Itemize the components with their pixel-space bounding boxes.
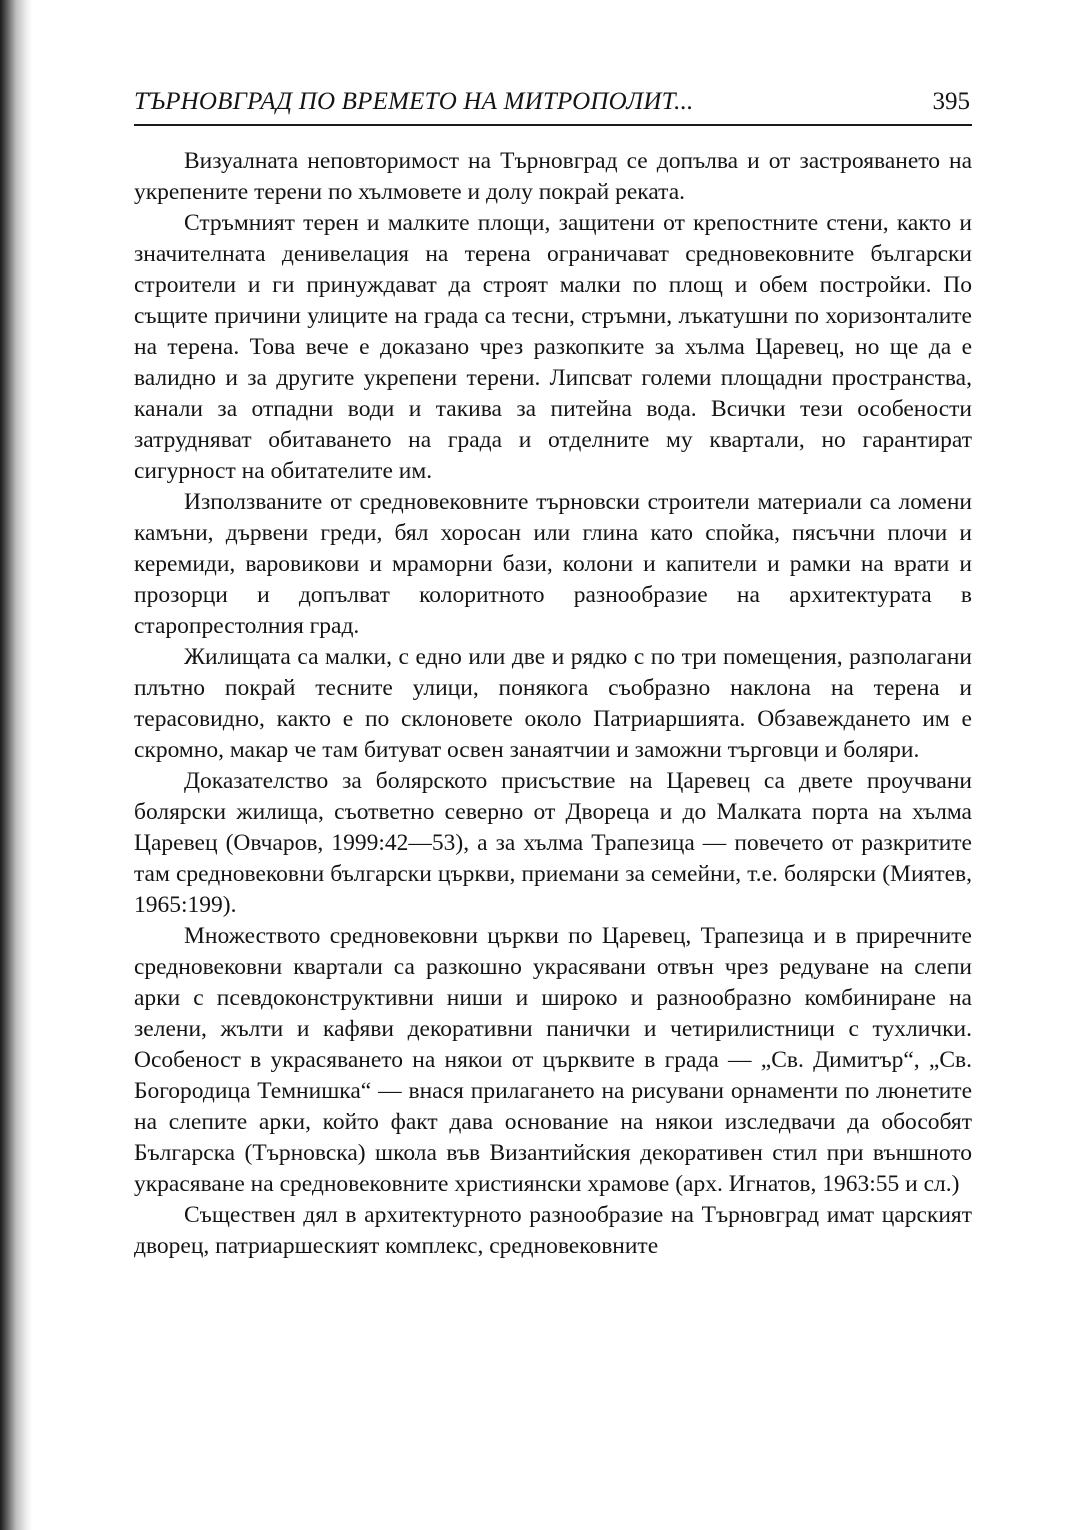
paragraph-2: Стръмният терен и малките площи, защитени от крепостните стени, както и значителната денивелация на терена ограничават средновековните български строители и ги принуждават да строят малки по площ и обем постройки. По същите причини улиците на града са тесни, стръмни, лъкатушни по хоризонталите на терена. Това вече е доказано чрез разкопките за хълма Царевец, но ще да е валидно и за другите укрепени терени. Липсват големи площадни пространства, канали за отпадни води и такива за питейна вода. Всички тези особености затрудняват обитаването на града и отделните му квартали, но гарантират сигурност на обитателите им. <box>134 210 972 484</box>
paragraph-3: Използваните от средновековните търновски строители материали са ломени камъни, дървени греди, бял хоросан или глина като спойка, пясъчни плочи и керемиди, варовикови и мраморни бази, колони и капители и рамки на врати и прозорци и допълват колоритното разнообразие на архитектурата в старопрестолния град. <box>134 489 972 639</box>
paragraph-1: Визуалната неповторимост на Търновград се допълва и от застрояването на укрепените терени по хълмовете и долу покрай реката. <box>134 148 972 205</box>
running-header <box>134 84 972 126</box>
body-text <box>134 146 972 1262</box>
paragraph-6: Множеството средновековни църкви по Царевец, Трапезица и в приречните средновековни квартали са разкошно украсявани отвън чрез редуване на слепи арки с псевдоконструктивни ниши и широко и разнообразно комбиниране на зелени, жълти и кафяви декоративни панички и четирилистници с тухлички. Особеност в украсяването на някои от църквите в града — „Св. Димитър“, „Св. Богородица Темнишка“ — внася прилагането на рисувани орнаменти по люнетите на слепите арки, който факт дава основание на някои изследвачи да обособят Българска (Търновска) школа във Византийския декоративен стил при външното украсяване на средновековните християнски храмове (арх. Игнатов, 1963:55 и сл.) <box>134 923 972 1197</box>
page-number: 395 <box>932 88 970 115</box>
running-title: ТЪРНОВГРАД ПО ВРЕМЕТО НА МИТРОПОЛИТ... <box>134 88 694 115</box>
paragraph-7: Съществен дял в архитектурното разнообразие на Търновград имат царският дворец, патриаршеският комплекс, средновековните <box>134 1202 972 1259</box>
paragraph-4: Жилищата са малки, с едно или две и рядко с по три помещения, разполагани плътно покрай тесните улици, понякога съобразно наклона на терена и терасовидно, както е по склоновете около Патриаршията. Обзавеждането им е скромно, макар че там битуват освен занаятчии и заможни търговци и боляри. <box>134 644 972 763</box>
paragraph-5: Доказателство за болярското присъствие на Царевец са двете проучвани болярски жилища, съответно северно от Двореца и до Малката порта на хълма Царевец (Овчаров, 1999:42—53), а за хълма Трапезица — повечето от разкритите там средновековни български църкви, приемани за семейни, т.е. болярски (Миятев, 1965:199). <box>134 768 972 918</box>
